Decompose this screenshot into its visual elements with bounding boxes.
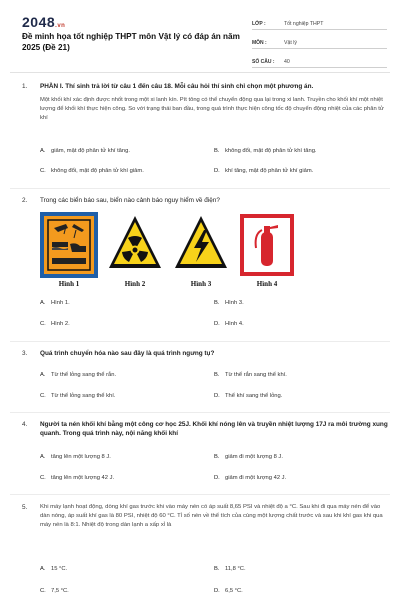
question-text: PHẦN I. Thí sinh trả lời từ câu 1 đến câu 18. Mỗi câu hỏi thí sinh chỉ chọn một phương án. — [40, 83, 314, 90]
option-text: 15 °C. — [51, 566, 68, 572]
option-c[interactable] — [40, 393, 115, 399]
sign-images — [40, 212, 300, 292]
option-text: 7,5 °C. — [51, 588, 69, 594]
question-number: 2. — [22, 197, 28, 204]
option-key: D. — [214, 321, 220, 327]
question-separator — [10, 188, 390, 189]
sign-caption: Hình 2 — [124, 280, 146, 288]
option-c[interactable] — [40, 321, 70, 327]
question-1 — [22, 82, 390, 123]
meta-label: LỚP : — [252, 21, 266, 27]
meta-row-subject — [252, 33, 387, 49]
option-text: khí tăng, mật độ phân tử khí giảm. — [225, 168, 314, 174]
option-key: D. — [214, 588, 220, 594]
page-header — [0, 0, 400, 68]
question-separator — [10, 341, 390, 342]
option-key: B. — [214, 148, 220, 154]
meta-value: 40 — [284, 59, 290, 65]
option-text: tăng lên một lượng 8 J. — [51, 454, 111, 460]
exam-title: Đề minh họa tốt nghiệp THPT môn Vật lý có đáp án năm 2025 (Đề 21) — [22, 32, 240, 52]
option-d[interactable] — [214, 393, 282, 399]
option-key: A. — [40, 300, 46, 306]
question-number: 3. — [22, 350, 28, 357]
option-key: D. — [214, 168, 220, 174]
option-key: B. — [214, 372, 220, 378]
logo-suffix: .vn — [55, 23, 66, 29]
option-text: Thể khí sang thể lỏng. — [225, 393, 283, 399]
question-2 — [22, 196, 390, 205]
option-a[interactable] — [40, 372, 116, 378]
option-d[interactable] — [214, 588, 243, 594]
option-text: Hình 3. — [225, 300, 244, 306]
corrosive-sign-icon — [40, 212, 98, 278]
option-text: 11,8 °C. — [225, 566, 246, 572]
meta-label: SỐ CÂU : — [252, 59, 275, 65]
option-text: Từ thể rắn sang thể khí. — [225, 372, 287, 378]
option-key: C. — [40, 168, 46, 174]
exam-meta — [252, 14, 387, 71]
option-key: C. — [40, 393, 46, 399]
sign-caption: Hình 3 — [190, 280, 212, 288]
option-key: D. — [214, 475, 220, 481]
sign-caption: Hình 4 — [256, 280, 278, 288]
sign-caption: Hình 1 — [58, 280, 80, 288]
option-b[interactable] — [214, 566, 246, 572]
question-number: 1. — [22, 83, 28, 90]
option-key: B. — [214, 566, 220, 572]
option-key: B. — [214, 454, 220, 460]
option-a[interactable] — [40, 148, 130, 154]
question-3 — [22, 349, 390, 358]
option-text: Hình 2. — [51, 321, 70, 327]
option-key: B. — [214, 300, 220, 306]
option-text: Từ thể lỏng sang thể rắn. — [51, 372, 117, 378]
option-key: C. — [40, 588, 46, 594]
option-key: A. — [40, 372, 46, 378]
option-c[interactable] — [40, 475, 114, 481]
option-text: giảm đi một lượng 8 J. — [225, 454, 283, 460]
fire-extinguisher-sign-icon — [238, 212, 296, 278]
question-text: Khi máy lạnh hoạt động, dòng khí gas trước khi vào máy nén có áp suất 8,65 PSI và nhiệt độ a °C. Sau khi đi qua máy nén để vào dàn nóng, áp suất khí gas là 80 PSI, nhiệt độ 60 °C. Tỉ số nén về thể tích của cùng một lượng chất trước và sau khi khí gas khi qua máy nén là 8:1. Nhiệt độ trong dàn lạnh a xấp xỉ là — [40, 504, 383, 528]
header-divider — [10, 72, 390, 73]
option-d[interactable] — [214, 475, 286, 481]
option-b[interactable] — [214, 454, 283, 460]
option-text: không đổi, mật độ phân tử khí tăng. — [225, 148, 317, 154]
option-text: giảm đi một lượng 42 J. — [225, 475, 287, 481]
option-key: C. — [40, 475, 46, 481]
option-text: không đổi, mật độ phân tử khí giảm. — [51, 168, 144, 174]
radiation-sign-icon — [106, 212, 164, 278]
meta-value: Tốt nghiệp THPT — [284, 21, 324, 27]
logo-text: 2048 — [22, 14, 56, 30]
meta-label: MÔN : — [252, 40, 267, 46]
option-text: Từ thể lỏng sang thể khí. — [51, 393, 116, 399]
option-text: Hình 1. — [51, 300, 70, 306]
option-text: Hình 4. — [225, 321, 244, 327]
meta-value: Vật lý — [284, 40, 297, 46]
question-text: Quá trình chuyển hóa nào sau đây là quá trình ngưng tụ? — [40, 350, 215, 357]
option-key: C. — [40, 321, 46, 327]
option-a[interactable] — [40, 454, 111, 460]
question-separator — [10, 494, 390, 495]
question-text: Người ta nén khối khí bằng một công cơ học 25J. Khối khí nóng lên và truyền nhiệt lượng 17J ra môi trường xung quanh. Trong quá trình này, nội năng khối khí — [40, 421, 388, 437]
site-logo[interactable] — [22, 14, 65, 30]
option-text: tăng lên một lượng 42 J. — [51, 475, 115, 481]
option-c[interactable] — [40, 588, 69, 594]
option-key: A. — [40, 566, 46, 572]
option-key: D. — [214, 393, 220, 399]
question-body: Một khối khí xác định được nhốt trong một xi lanh kín. Pít tông có thể chuyển động qua lại trong xi lanh. Truyền cho khối khí một nhiệt lượng để khối khí thực hiện công. So với trạng thái ban đầu, trong quá trình thực hiện công tốc độ chuyển động nhiệt của các phân tử khí — [40, 97, 384, 121]
question-text: Trong các biển báo sau, biển nào cảnh báo nguy hiểm về điện? — [40, 197, 220, 204]
option-text: 6,5 °C. — [225, 588, 243, 594]
option-c[interactable] — [40, 168, 144, 174]
question-number: 5. — [22, 504, 28, 511]
option-a[interactable] — [40, 566, 67, 572]
question-4 — [22, 420, 390, 438]
option-b[interactable] — [214, 148, 317, 154]
question-5 — [22, 503, 390, 530]
option-d[interactable] — [214, 321, 244, 327]
meta-row-class — [252, 14, 387, 30]
option-a[interactable] — [40, 300, 70, 306]
electric-hazard-sign-icon — [172, 212, 230, 278]
option-d[interactable] — [214, 168, 313, 174]
option-text: giảm, mật độ phân tử khí tăng. — [51, 148, 130, 154]
option-b[interactable] — [214, 372, 287, 378]
option-key: A. — [40, 454, 46, 460]
question-separator — [10, 412, 390, 413]
option-key: A. — [40, 148, 46, 154]
option-b[interactable] — [214, 300, 244, 306]
meta-row-count — [252, 52, 387, 68]
question-number: 4. — [22, 421, 28, 428]
